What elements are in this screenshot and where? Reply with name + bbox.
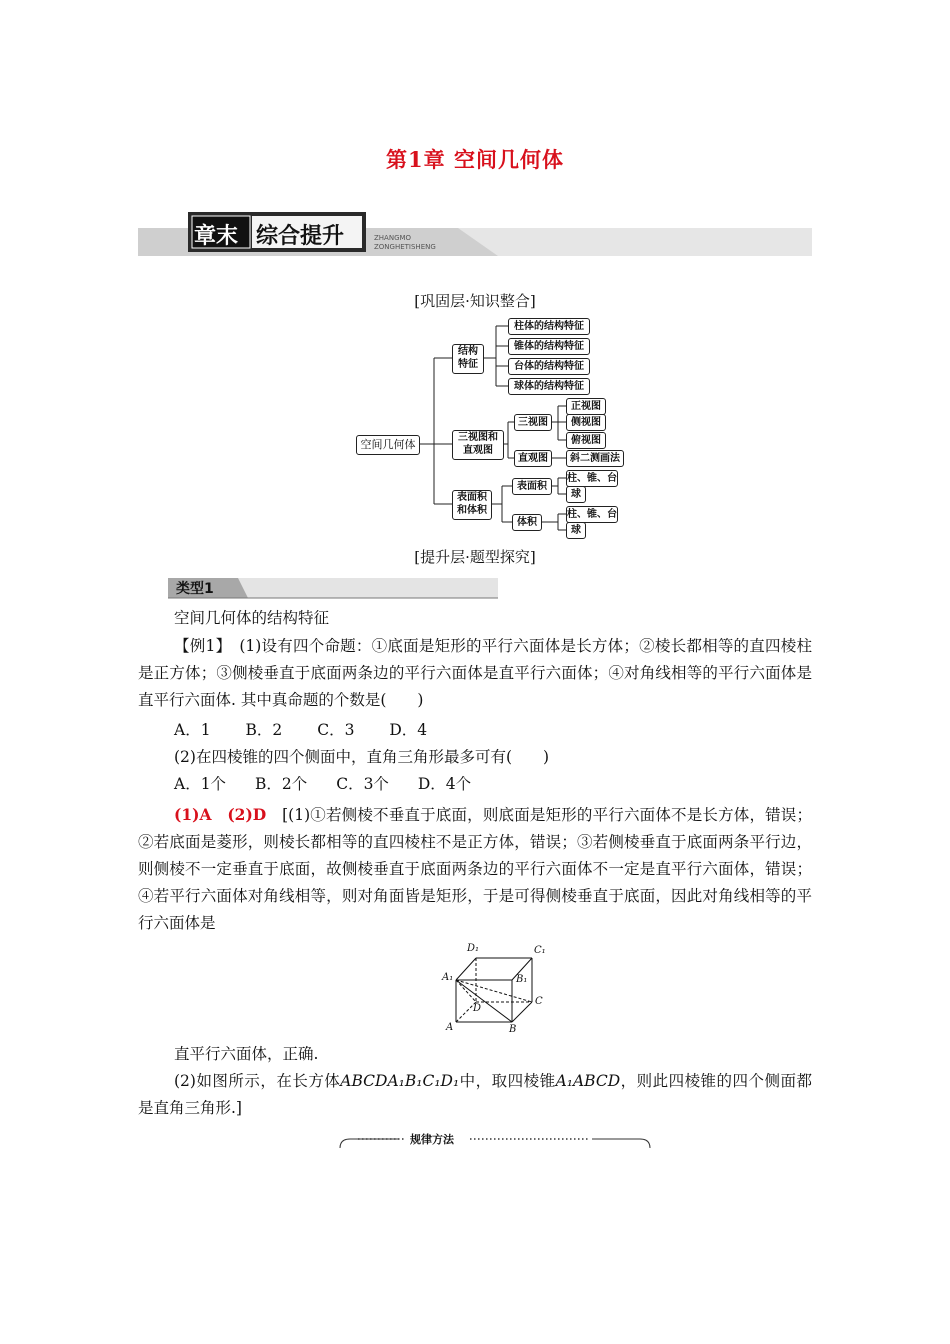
mindmap-item: 俯视图 (566, 432, 606, 449)
label-C: C (535, 996, 543, 1007)
mindmap-item: 台体的结构特征 (508, 358, 590, 375)
section-consolidate: [巩固层·知识整合] (414, 292, 536, 310)
label-A: A (446, 1022, 454, 1033)
banner-label-light: 综合提升 (256, 224, 345, 249)
knowledge-mindmap (354, 316, 624, 538)
cuboid-figure (440, 940, 550, 1036)
q2-options (174, 771, 471, 798)
answer-key: (1)A (2)D (174, 805, 267, 824)
chapter-title: 第1章 空间几何体 (386, 147, 564, 172)
mindmap-surface: 表面积 (512, 478, 552, 495)
mindmap-item: 侧视图 (566, 414, 606, 431)
example-question-2: (2)在四棱锥的四个侧面中，直角三角形最多可有( ) (174, 748, 550, 766)
q2-option-d: D．4个 (417, 775, 472, 793)
q2-option-b: B．2个 (255, 775, 308, 793)
example-label: 【例1】 (174, 637, 224, 655)
q1-options (174, 717, 427, 744)
mindmap-item: 球 (566, 522, 586, 539)
pyramid-name: A₁ABCD (555, 1072, 621, 1090)
solution-part-2: (2)如图所示，在长方体ABCDA₁B₁C₁D₁中，取四棱锥A₁ABCD，则此四棱锥的四个侧面都是直角三角形.] (138, 1072, 812, 1117)
type-tag-bar (138, 576, 498, 600)
mindmap-branch-views: 三视图和 直观图 (452, 430, 504, 460)
q1-option-c: C．3 (317, 721, 355, 739)
section-improve: [提升层·题型探究] (414, 548, 536, 566)
mindmap-item: 柱、锥、台 (566, 506, 618, 523)
banner-pinyin-1: ZHANGMO (374, 234, 412, 242)
mindmap-item: 球体的结构特征 (508, 378, 590, 395)
type-tag: 类型1 (176, 581, 214, 597)
banner-label-dark: 章末 (194, 224, 239, 249)
mindmap-root: 空间几何体 (356, 435, 420, 455)
label-A1: A₁ (442, 972, 454, 983)
banner-pinyin-2: ZONGHETISHENG (374, 243, 436, 251)
solution-after-figure: 直平行六面体，正确. (174, 1045, 319, 1063)
method-tag: 规律方法 (410, 1133, 454, 1146)
mindmap-item: 锥体的结构特征 (508, 338, 590, 355)
label-D: D (473, 1003, 482, 1014)
label-D1: D₁ (467, 943, 480, 954)
mindmap-item: 柱体的结构特征 (508, 318, 590, 335)
label-B1: B₁ (516, 974, 528, 985)
example-question-1: 【例1】 (1)设有四个命题：①底面是矩形的平行六面体是长方体；②棱长都相等的直四棱柱是正方体；③侧棱垂直于底面两条边的平行六面体是直平行六面体；④对角线相等的平行六面体是直平行六面体. 其中真命题的个数是( ) (138, 637, 812, 709)
mindmap-item: 柱、锥、台 (566, 470, 618, 487)
q2-option-a: A．1个 (174, 775, 227, 793)
type-title: 空间几何体的结构特征 (174, 609, 330, 627)
cuboid-name: ABCDA₁B₁C₁D₁ (340, 1072, 460, 1090)
mindmap-item: 正视图 (566, 398, 606, 415)
mindmap-three-views: 三视图 (514, 414, 552, 431)
q1-option-b: B．2 (245, 721, 283, 739)
q1-option-a: A．1 (174, 721, 211, 739)
mindmap-item: 球 (566, 486, 586, 503)
q1-option-d: D．4 (389, 721, 428, 739)
mindmap-intuitive: 直观图 (514, 450, 552, 467)
method-divider (338, 1128, 652, 1150)
q2-option-c: C．3个 (336, 775, 389, 793)
solution-part-1: (1)A (2)D [(1)①若侧棱不垂直于底面，则底面是矩形的平行六面体不是长方体，错误；②若底面是菱形，则棱长都相等的直四棱柱不是正方体，错误；③若侧棱垂直于底面两条平行边，则侧棱不一定垂直于底面，故侧棱垂直于底面两条边的平行六面体不一定是直平行六面体，错误；④若平行六面体对角线相等，则对角面皆是矩形，于是可得侧棱垂直于底面，因此对角线相等的平行六面体是 (138, 805, 812, 932)
mindmap-branch-structure: 结构 特征 (452, 344, 484, 374)
mindmap-volume: 体积 (512, 514, 542, 531)
label-B: B (509, 1024, 517, 1035)
mindmap-oblique: 斜二测画法 (566, 450, 624, 467)
label-C1: C₁ (534, 945, 546, 956)
chapter-summary-banner (138, 210, 812, 258)
mindmap-branch-area: 表面积 和体积 (452, 490, 492, 520)
